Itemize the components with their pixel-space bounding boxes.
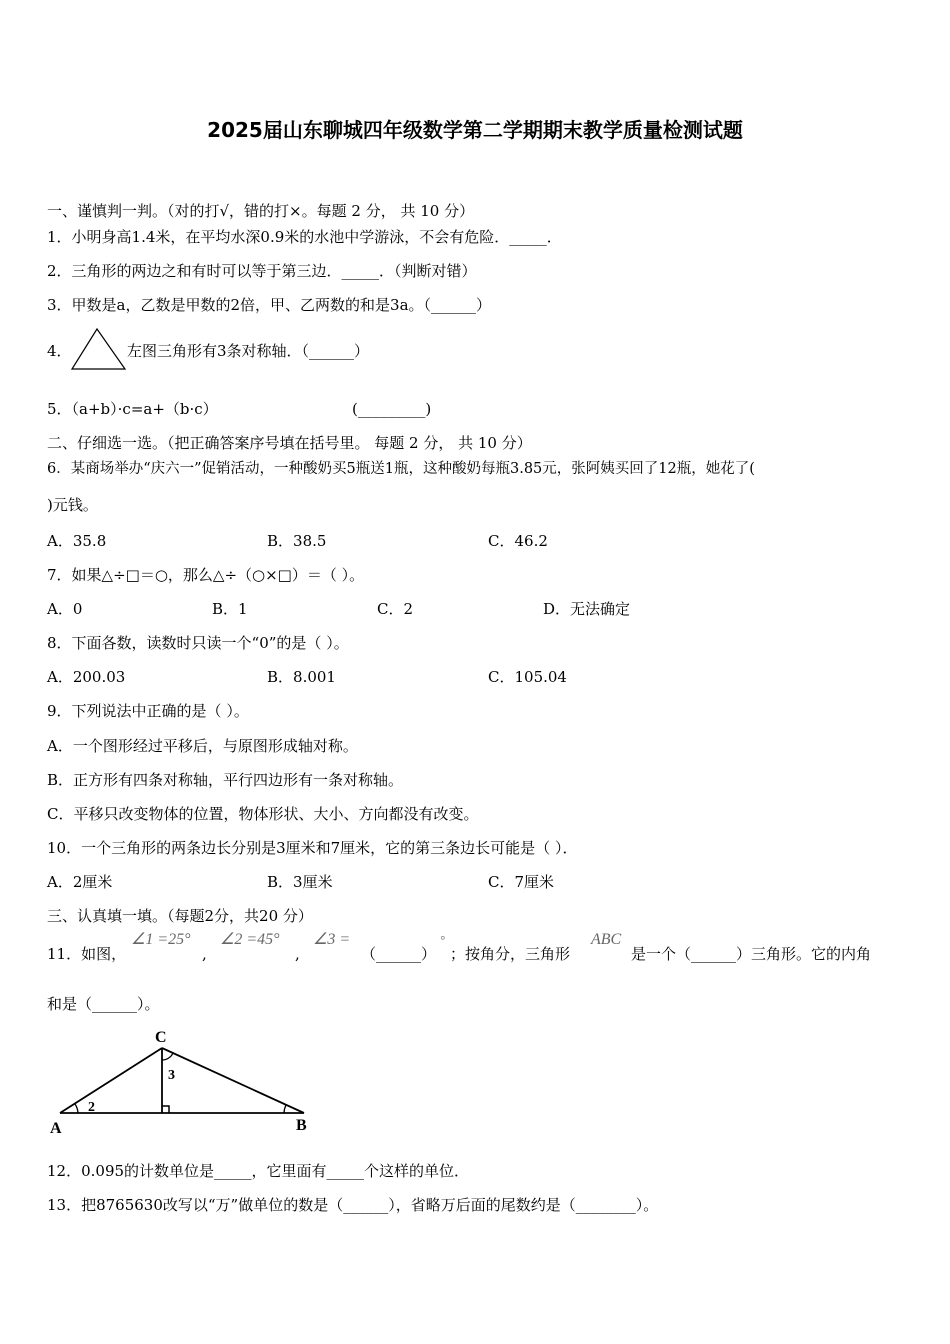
triangle-shape [72, 329, 125, 369]
question-11-angle-3: ∠3 = [313, 931, 351, 948]
question-7-option-c: C．2 [377, 600, 414, 618]
question-7: 7．如果△÷□＝○，那么△÷（○×□）＝（ ）。 [47, 566, 365, 584]
page-title: 2025届山东聊城四年级数学第二学期期末教学质量检测试题 [207, 118, 743, 142]
section-1-heading: 一、谨慎判一判。（对的打√，错的打×。每题 2 分， 共 10 分） [47, 202, 475, 220]
question-8-option-c: C．105.04 [488, 668, 567, 686]
question-5-text: 5．（a+b）·c=a+（b·c） [47, 400, 218, 418]
question-4-text: 左图三角形有3条对称轴．（______） [127, 342, 370, 360]
question-1: 1．小明身高1.4米，在平均水深0.9米的水池中学游泳，不会有危险．_____． [47, 228, 562, 246]
question-8-option-b: B．8.001 [267, 668, 336, 686]
angle-3-arc [162, 1053, 173, 1060]
question-2: 2．三角形的两边之和有时可以等于第三边．_____．（判断对错） [47, 262, 477, 280]
section-3-heading: 三、认真填一填。（每题2分，共20 分） [47, 907, 313, 925]
question-11-end: 是一个（______）三角形。它的内角 [631, 945, 872, 963]
question-3: 3．甲数是a，乙数是甲数的2倍，甲、乙两数的和是3a。（______） [47, 296, 492, 314]
question-9-option-c: C．平移只改变物体的位置，物体形状、大小、方向都没有改变。 [47, 805, 479, 823]
question-11-mid: ；按角分，三角形 [450, 945, 571, 963]
question-10-option-b: B．3厘米 [267, 873, 333, 891]
question-6-option-c: C．46.2 [488, 532, 548, 550]
section-2-heading: 二、仔细选一选。（把正确答案序号填在括号里。 每题 2 分， 共 10 分） [47, 434, 532, 452]
question-11-prefix: 11．如图， [47, 945, 127, 963]
angle-1-arc [75, 1104, 78, 1113]
question-6-option-a: A．35.8 [47, 532, 107, 550]
question-11-angle-1: ∠1 =25° [131, 931, 191, 948]
question-8-option-a: A．200.03 [47, 668, 126, 686]
label-2: 2 [88, 1100, 95, 1115]
question-11-abc: ABC [591, 931, 622, 948]
question-10: 10．一个三角形的两条边长分别是3厘米和7厘米，它的第三条边长可能是（ ）． [47, 839, 578, 857]
question-9-option-b: B．正方形有四条对称轴，平行四边形有一条对称轴。 [47, 771, 404, 789]
question-11-comma-2: , [295, 945, 300, 963]
label-c: C [155, 1029, 167, 1046]
question-11-blank-1: （______） [361, 945, 437, 963]
side-cb [162, 1048, 304, 1113]
question-9-option-a: A．一个图形经过平移后，与原图形成轴对称。 [47, 737, 358, 755]
question-10-option-a: A．2厘米 [47, 873, 113, 891]
question-7-option-b: B．1 [212, 600, 248, 618]
question-12: 12．0.095的计数单位是_____，它里面有_____个这样的单位． [47, 1162, 470, 1180]
question-5-blank: (_________) [352, 400, 432, 418]
question-11-degree: ° [440, 933, 445, 947]
question-9: 9．下列说法中正确的是（ ）。 [47, 702, 249, 720]
triangle-abc-figure [44, 1026, 319, 1138]
question-11-angle-2: ∠2 =45° [220, 931, 280, 948]
question-13: 13．把8765630改写以“万”做单位的数是（______），省略万后面的尾数约是（________）。 [47, 1196, 659, 1214]
label-b: B [296, 1117, 307, 1134]
question-6-line-1: 6．某商场举办“庆六一”促销活动，一种酸奶买5瓶送1瓶，这种酸奶每瓶3.85元，张阿姨买回了12瓶，她花了( [47, 461, 755, 477]
question-10-option-c: C．7厘米 [488, 873, 555, 891]
label-3: 3 [168, 1068, 175, 1083]
question-6-line-2: )元钱。 [47, 496, 98, 514]
question-11-comma-1: , [202, 945, 207, 963]
question-4-number: 4． [47, 342, 72, 360]
angle-2-arc [284, 1105, 286, 1113]
right-angle-mark [162, 1106, 169, 1113]
question-7-option-a: A．0 [47, 600, 83, 618]
triangle-figure [69, 326, 129, 372]
side-ac [60, 1048, 162, 1113]
question-11-line-2: 和是（______）。 [47, 995, 160, 1013]
question-8: 8．下面各数，读数时只读一个“0”的是（ ）。 [47, 634, 349, 652]
question-7-option-d: D．无法确定 [543, 600, 631, 618]
question-6-option-b: B．38.5 [267, 532, 327, 550]
label-a: A [50, 1120, 62, 1137]
